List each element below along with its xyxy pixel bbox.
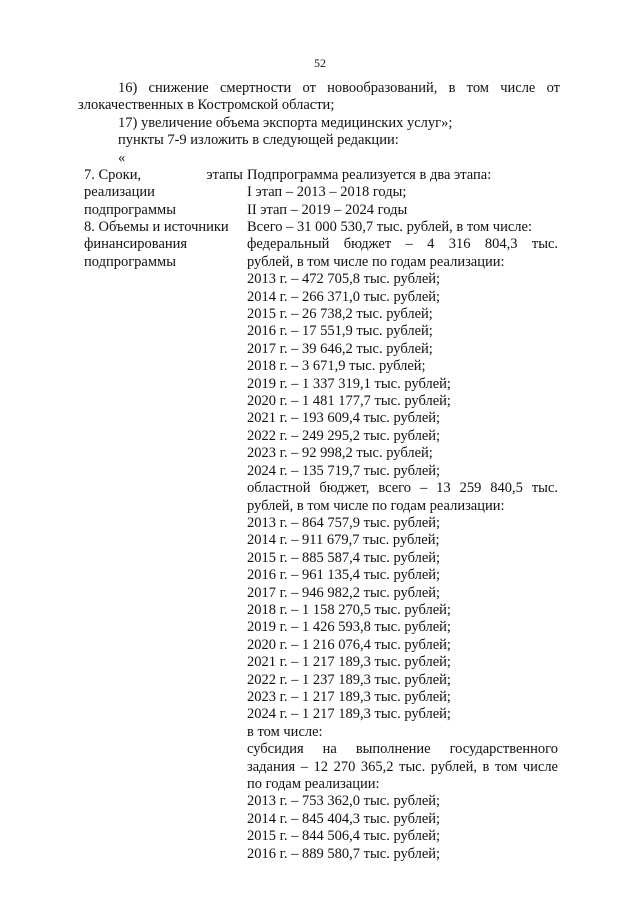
year-amount-line: 2024 г. – 1 217 189,3 тыс. рублей; — [247, 706, 451, 723]
year-amount-line: 2013 г. – 472 705,8 тыс. рублей; — [247, 271, 441, 288]
year-amount-line: 2022 г. – 249 295,2 тыс. рублей; — [247, 427, 441, 444]
item-17: 17) увеличение объема экспорта медицинских услуг»; — [118, 115, 453, 131]
year-amount-line: 2017 г. – 946 982,2 тыс. рублей; — [247, 584, 441, 601]
row7-line: Подпрограмма реализуется в два этапа: — [247, 167, 492, 183]
year-amount-line: 2021 г. – 193 609,4 тыс. рублей; — [247, 410, 441, 427]
year-amount-line: 2013 г. – 864 757,9 тыс. рублей; — [247, 514, 441, 531]
year-amount-line: 2016 г. – 889 580,7 тыс. рублей; — [247, 845, 441, 862]
year-amount-line: 2019 г. – 1 426 593,8 тыс. рублей; — [247, 619, 451, 636]
year-amount-line: 2016 г. – 961 135,4 тыс. рублей; — [247, 567, 441, 584]
row7-line: II этап – 2019 – 2024 годы — [247, 201, 408, 218]
row8-label — [84, 219, 230, 271]
year-amount-line: 2014 г. – 266 371,0 тыс. рублей; — [247, 288, 441, 305]
year-amount-line: 2023 г. – 92 998,2 тыс. рублей; — [247, 445, 433, 462]
year-amount-line: 2014 г. – 845 404,3 тыс. рублей; — [247, 810, 441, 827]
row7-label — [84, 167, 243, 219]
year-amount-line: 2021 г. – 1 217 189,3 тыс. рублей; — [247, 654, 451, 671]
year-amount-line: 2017 г. – 39 646,2 тыс. рублей; — [247, 340, 433, 357]
federal-budget-line2: рублей, в том числе по годам реализации: — [247, 253, 505, 270]
federal-years-list — [247, 271, 558, 480]
row7-label-line2: реализации — [84, 184, 155, 201]
subsidy-line2: задания – 12 270 365,2 тыс. рублей, в том числе — [247, 758, 558, 775]
year-amount-line: 2018 г. – 1 158 270,5 тыс. рублей; — [247, 601, 451, 618]
year-amount-line: 2015 г. – 844 506,4 тыс. рублей; — [247, 828, 441, 845]
page-number: 52 — [314, 56, 326, 70]
subsidy-line3: по годам реализации: — [247, 776, 380, 792]
row7-line: I этап – 2013 – 2018 годы; — [247, 184, 407, 201]
row7-content — [247, 167, 558, 219]
year-amount-line: 2015 г. – 26 738,2 тыс. рублей; — [247, 306, 433, 323]
year-amount-line: 2013 г. – 753 362,0 тыс. рублей; — [247, 793, 441, 810]
points-text: пункты 7-9 изложить в следующей редакции: — [118, 132, 399, 148]
year-amount-line: 2020 г. – 1 216 076,4 тыс. рублей; — [247, 636, 451, 653]
regional-budget-line2: рублей, в том числе по годам реализации: — [247, 497, 505, 514]
item-16-line2: злокачественных в Костромской области; — [78, 97, 335, 113]
row8-content — [247, 219, 558, 863]
row8-label-line2: финансирования — [84, 236, 188, 253]
regional-years-list — [247, 515, 558, 724]
federal-budget-line1: федеральный бюджет – 4 316 804,3 тыс. — [247, 236, 558, 253]
row7-label-line1: 7. Сроки, этапы — [84, 167, 243, 183]
year-amount-line: 2020 г. – 1 481 177,7 тыс. рублей; — [247, 393, 451, 410]
item-16-line1: 16) снижение смертности от новообразований, в том числе от — [118, 80, 560, 96]
year-amount-line: 2014 г. – 911 679,7 тыс. рублей; — [247, 532, 440, 549]
year-amount-line: 2015 г. – 885 587,4 тыс. рублей; — [247, 549, 441, 566]
subsidy-line1: субсидия на выполнение государственного — [247, 741, 558, 758]
year-amount-line: 2019 г. – 1 337 319,1 тыс. рублей; — [247, 375, 451, 392]
open-quote: « — [118, 150, 126, 166]
including-label: в том числе: — [247, 723, 323, 740]
total-funding: Всего – 31 000 530,7 тыс. рублей, в том числе: — [247, 219, 532, 235]
row7-label-line3: подпрограммы — [84, 201, 176, 218]
regional-budget-line1: областной бюджет, всего – 13 259 840,5 тыс. — [247, 480, 558, 497]
year-amount-line: 2016 г. – 17 551,9 тыс. рублей; — [247, 323, 433, 340]
row8-label-line1: 8. Объемы и источники — [84, 219, 229, 235]
year-amount-line: 2018 г. – 3 671,9 тыс. рублей; — [247, 358, 426, 375]
year-amount-line: 2022 г. – 1 237 189,3 тыс. рублей; — [247, 671, 451, 688]
year-amount-line: 2024 г. – 135 719,7 тыс. рублей; — [247, 462, 441, 479]
year-amount-line: 2023 г. – 1 217 189,3 тыс. рублей; — [247, 688, 451, 705]
row8-label-line3: подпрограммы — [84, 253, 176, 270]
subsidy-years-list — [247, 793, 558, 863]
